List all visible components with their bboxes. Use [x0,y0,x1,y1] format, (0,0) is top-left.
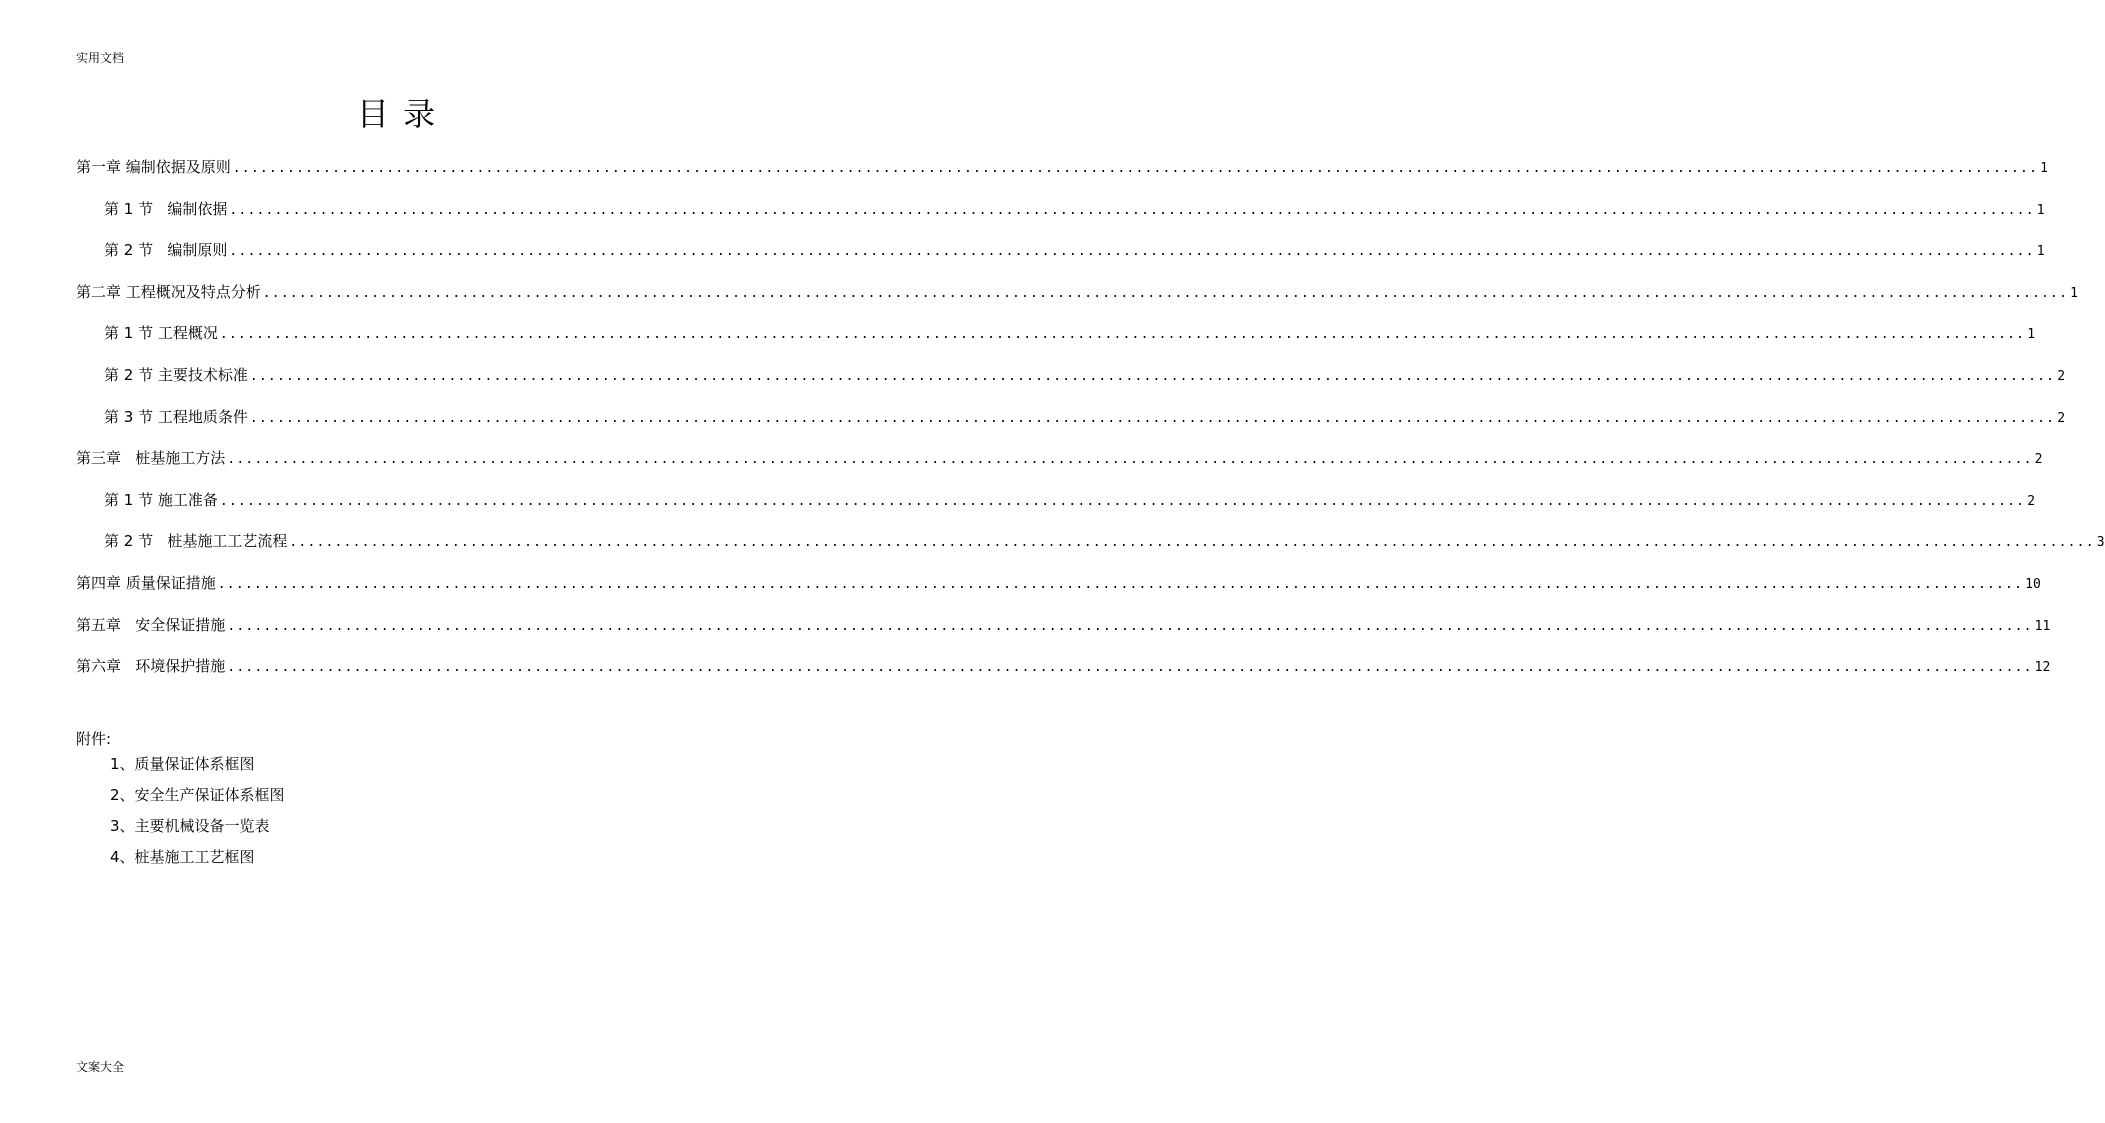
toc-entry-label: 第 1 节 工程概况 [104,324,218,343]
toc-entry-chapter-5[interactable] [76,613,2051,655]
toc-entry-chapter-3[interactable] [76,446,2043,488]
toc-entry-section-1-1[interactable] [76,197,2045,239]
toc-entry-section-2-3[interactable] [76,405,2066,447]
toc-entry-section-3-2[interactable] [76,529,2105,571]
toc-page-number: 2 [2057,368,2066,384]
toc-entry-label: 第 3 节 工程地质条件 [104,407,248,426]
toc-page-number: 12 [2034,660,2051,676]
toc-entry-section-1-2[interactable] [76,238,2045,280]
toc-page-number: 2 [2027,493,2036,509]
toc-page-number: 1 [2070,285,2078,301]
toc-page-number: 1 [2027,327,2036,343]
page-title: 目 录 [356,95,438,133]
toc-dot-leader: ........................................................................................................................................................................................................ [262,285,2069,301]
page-header-note: 实用文档 [76,51,125,65]
toc-entry-label: 第 1 节 施工准备 [104,490,218,509]
toc-dot-leader: ........................................................................................................................................................................................................ [227,618,2033,634]
toc-entry-section-2-2[interactable] [76,363,2066,405]
toc-page-number: 2 [2034,452,2043,468]
toc-page-number: 1 [2036,244,2045,260]
toc-page-number: 11 [2034,618,2051,634]
toc-entry-section-3-1[interactable] [76,488,2036,530]
toc-entry-label: 第五章 安全保证措施 [76,615,226,634]
toc-dot-leader: ........................................................................................................................................................................................................ [249,368,2056,384]
toc-dot-leader: ........................................................................................................................................................................................................ [219,327,2026,343]
toc-entry-label: 第二章 工程概况及特点分析 [76,282,261,301]
toc-entry-chapter-1[interactable] [76,155,2048,197]
toc-entry-label: 第 2 节 编制原则 [104,241,228,260]
toc-page-number: 1 [2040,161,2048,176]
toc-dot-leader: ........................................................................................................................................................................................................ [229,202,2035,218]
toc-entry-section-2-1[interactable] [76,321,2036,363]
toc-dot-leader: ........................................................................................................................................................................................................ [249,410,2056,426]
attachment-item: 3、主要机械设备一览表 [110,817,270,835]
toc-entry-chapter-2[interactable] [76,280,2078,322]
toc-dot-leader: ........................................................................................................................................................................................................ [217,576,2024,592]
toc-entry-label: 第 1 节 编制依据 [104,199,228,218]
toc-page-number: 3 [2096,535,2105,551]
toc-dot-leader: ........................................................................................................................................................................................................ [289,535,2095,551]
table-of-contents [76,155,2105,696]
page-footer-note: 文案大全 [76,1060,125,1074]
toc-entry-label: 第六章 环境保护措施 [76,657,226,676]
toc-dot-leader: ........................................................................................................................................................................................................ [227,660,2033,676]
toc-dot-leader: ........................................................................................................................................................................................................ [227,452,2033,468]
toc-dot-leader: ........................................................................................................................................................................................................ [232,161,2039,176]
toc-page-number: 10 [2025,576,2041,592]
toc-page-number: 2 [2057,410,2066,426]
toc-entry-label: 第四章 质量保证措施 [76,573,216,592]
toc-entry-label: 第三章 桩基施工方法 [76,449,226,468]
attachment-item: 1、质量保证体系框图 [110,755,255,773]
attachment-item: 4、桩基施工工艺框图 [110,848,255,866]
toc-entry-chapter-4[interactable] [76,571,2041,613]
toc-dot-leader: ........................................................................................................................................................................................................ [229,244,2035,260]
toc-dot-leader: ........................................................................................................................................................................................................ [219,493,2026,509]
toc-entry-label: 第 2 节 桩基施工工艺流程 [104,532,288,551]
attachment-item: 2、安全生产保证体系框图 [110,786,285,804]
toc-entry-label: 第一章 编制依据及原则 [76,158,231,176]
toc-entry-label: 第 2 节 主要技术标准 [104,365,248,384]
toc-page-number: 1 [2036,202,2045,218]
attachments-heading: 附件: [76,730,112,748]
attachments-list [110,753,285,877]
toc-entry-chapter-6[interactable] [76,654,2051,696]
